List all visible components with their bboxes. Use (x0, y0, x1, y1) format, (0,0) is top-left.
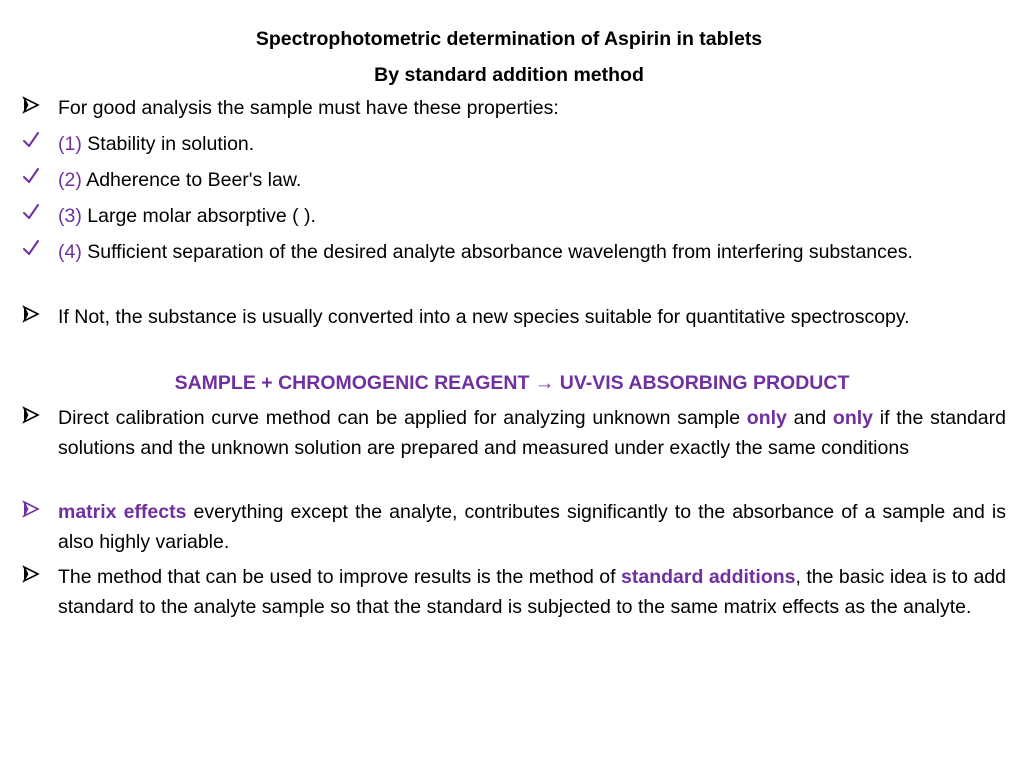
term-standard-additions: standard additions (621, 566, 796, 588)
property-number: (4) (58, 241, 82, 263)
property-text: Adherence to Beer's law. (86, 169, 302, 191)
check-bullet-icon (20, 238, 44, 262)
bullet-text (58, 238, 1006, 268)
direct-text-part3: if the standard solutions and the unknown solution are prepared and measured under exactly the same conditions (58, 407, 1006, 459)
slide-title: Spectrophotometric determination of Aspirin in tablets (255, 28, 763, 50)
arrow-bullet-icon (20, 94, 44, 118)
matrix-definition: everything except the analyte, contributes significantly to the absorbance of a sample and is also highly variable. (58, 501, 1006, 553)
direct-text-part2: and (786, 407, 833, 429)
check-bullet-icon (20, 166, 44, 190)
bullet-property-2 (20, 166, 1006, 196)
property-text: Stability in solution. (87, 133, 255, 155)
bullet-text: If Not, the substance is usually converted into a new species suitable for quantitative spectroscopy. (58, 306, 910, 328)
property-text: Sufficient separation of the desired analyte absorbance wavelength from interfering substances. (87, 241, 913, 263)
property-number: (3) (58, 205, 82, 227)
arrow-bullet-icon (20, 303, 44, 327)
bullet-text (58, 563, 1006, 622)
bullet-if-not (20, 303, 1006, 333)
bullet-direct-calibration (20, 404, 1006, 463)
bullet-text (58, 166, 1006, 196)
property-text: Large molar absorptive ( ). (87, 205, 316, 227)
check-bullet-icon (20, 202, 44, 226)
reaction-equation: SAMPLE + CHROMOGENIC REAGENT → UV-VIS ABSORBING PRODUCT (174, 372, 850, 394)
bullet-standard-additions (20, 563, 1006, 622)
direct-text-part1: Direct calibration curve method can be applied for analyzing unknown sample (58, 407, 747, 429)
arrow-bullet-icon (20, 563, 44, 587)
emphasis-only: only (746, 407, 787, 429)
bullet-property-3 (20, 202, 1006, 232)
bullet-text (58, 498, 1006, 557)
bullet-property-1 (20, 130, 1006, 160)
property-number: (1) (58, 133, 82, 155)
method-text-part1: The method that can be used to improve results is the method of (58, 566, 622, 588)
bullet-property-4 (20, 238, 1006, 268)
arrow-bullet-icon (20, 498, 44, 522)
bullet-text (58, 130, 1006, 160)
term-matrix-effects: matrix effects (58, 501, 187, 523)
bullet-text: For good analysis the sample must have these properties: (58, 97, 559, 119)
bullet-text (58, 404, 1006, 463)
check-bullet-icon (20, 130, 44, 154)
property-number: (2) (58, 169, 82, 191)
arrow-bullet-icon (20, 404, 44, 428)
bullet-intro (20, 94, 1006, 124)
slide-subtitle: By standard addition method (374, 64, 644, 86)
bullet-text (58, 202, 1006, 232)
emphasis-only: only (832, 407, 874, 429)
bullet-matrix-effects (20, 498, 1006, 557)
method-text-part2: , the basic idea is to add standard to the analyte sample so that the standard is subjected to the same matrix effects as the analyte. (58, 566, 1006, 618)
